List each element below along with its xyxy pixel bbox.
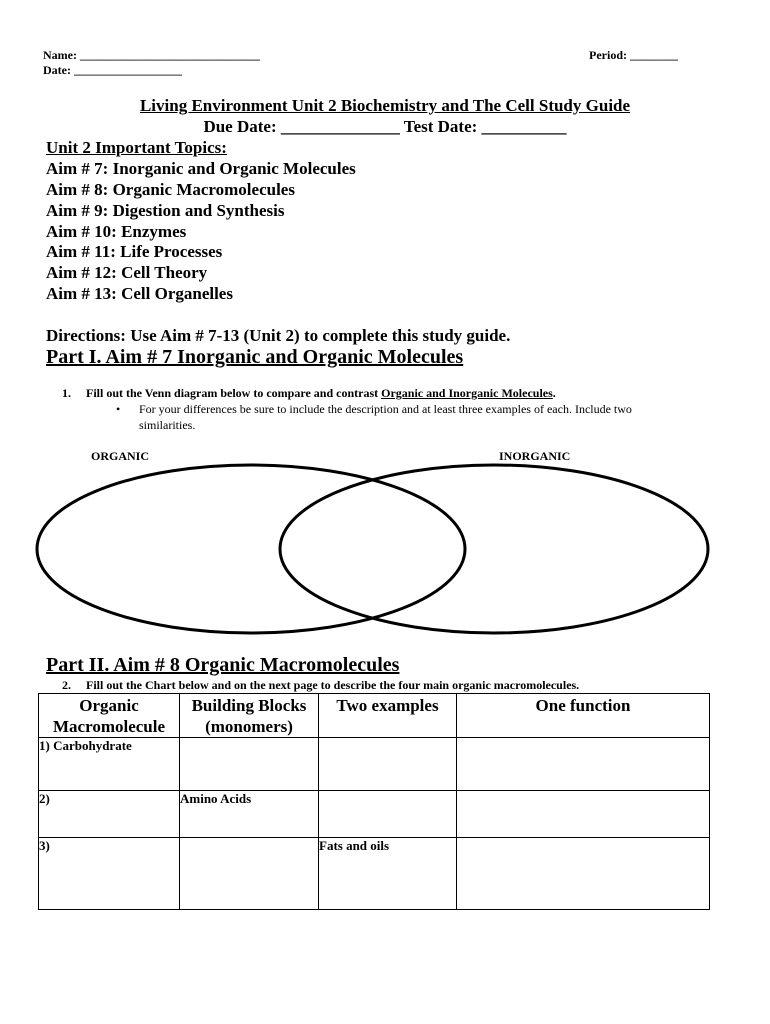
question-1-emphasis: Organic and Inorganic Molecules (381, 386, 553, 400)
date-field: Date: __________________ (43, 63, 182, 77)
macromolecule-chart (38, 693, 710, 910)
column-header: Building Blocks (monomers) (180, 694, 319, 738)
venn-label-organic: ORGANIC (91, 449, 150, 463)
table-cell[interactable] (457, 838, 710, 910)
topic-item: Aim # 9: Digestion and Synthesis (46, 201, 285, 220)
table-cell[interactable]: 2) (39, 791, 180, 838)
name-field: Name: ______________________________ (43, 48, 260, 62)
table-row (39, 838, 710, 910)
topic-item: Aim # 13: Cell Organelles (46, 284, 233, 303)
table-cell[interactable] (319, 738, 457, 791)
topic-item: Aim # 11: Life Processes (46, 242, 223, 261)
part2-heading: Part II. Aim # 8 Organic Macromolecules (46, 654, 400, 676)
table-cell[interactable]: 1) Carbohydrate (39, 738, 180, 791)
topic-item: Aim # 10: Enzymes (46, 222, 187, 241)
topic-item: Aim # 8: Organic Macromolecules (46, 180, 295, 199)
period-field: Period: ________ (589, 48, 678, 62)
question-1-number: 1. (62, 386, 71, 400)
table-cell[interactable] (457, 738, 710, 791)
venn-circle-inorganic (280, 465, 708, 633)
page-title: Living Environment Unit 2 Biochemistry and The Cell Study Guide (139, 96, 631, 115)
bullet-text: For your differences be sure to include the description and at least three examples of each. Include two (139, 402, 632, 416)
bullet-icon: • (116, 402, 121, 416)
column-header: Organic Macromolecule (39, 694, 180, 738)
column-header: One function (457, 694, 710, 738)
question-2-number: 2. (62, 678, 71, 692)
due-test-dates: Due Date: ______________ Test Date: __________ (203, 117, 567, 136)
column-header: Two examples (319, 694, 457, 738)
question-1-end: . (552, 386, 556, 400)
table-cell[interactable] (319, 791, 457, 838)
topic-item: Aim # 7: Inorganic and Organic Molecules (46, 159, 356, 178)
venn-label-inorganic: INORGANIC (499, 449, 571, 463)
question-2-text: Fill out the Chart below and on the next page to describe the four main organic macromolecules. (86, 678, 580, 692)
question-1-text: Fill out the Venn diagram below to compare and contrast (86, 386, 379, 400)
venn-diagram (0, 460, 770, 650)
table-cell[interactable]: Amino Acids (180, 791, 319, 838)
table-row (39, 791, 710, 838)
table-cell[interactable] (457, 791, 710, 838)
bullet-text-cont: similarities. (139, 418, 196, 432)
topic-item: Aim # 12: Cell Theory (46, 263, 208, 282)
table-cell[interactable]: 3) (39, 838, 180, 910)
question-1 (86, 386, 556, 401)
part1-heading: Part I. Aim # 7 Inorganic and Organic Molecules (46, 346, 464, 368)
table-cell[interactable] (180, 838, 319, 910)
table-cell[interactable] (180, 738, 319, 791)
table-row (39, 738, 710, 791)
topics-heading: Unit 2 Important Topics: (46, 138, 227, 157)
table-cell[interactable]: Fats and oils (319, 838, 457, 910)
directions: Directions: Use Aim # 7-13 (Unit 2) to complete this study guide. (46, 326, 511, 345)
venn-circle-organic (37, 465, 465, 633)
chart-header-row (39, 694, 710, 738)
